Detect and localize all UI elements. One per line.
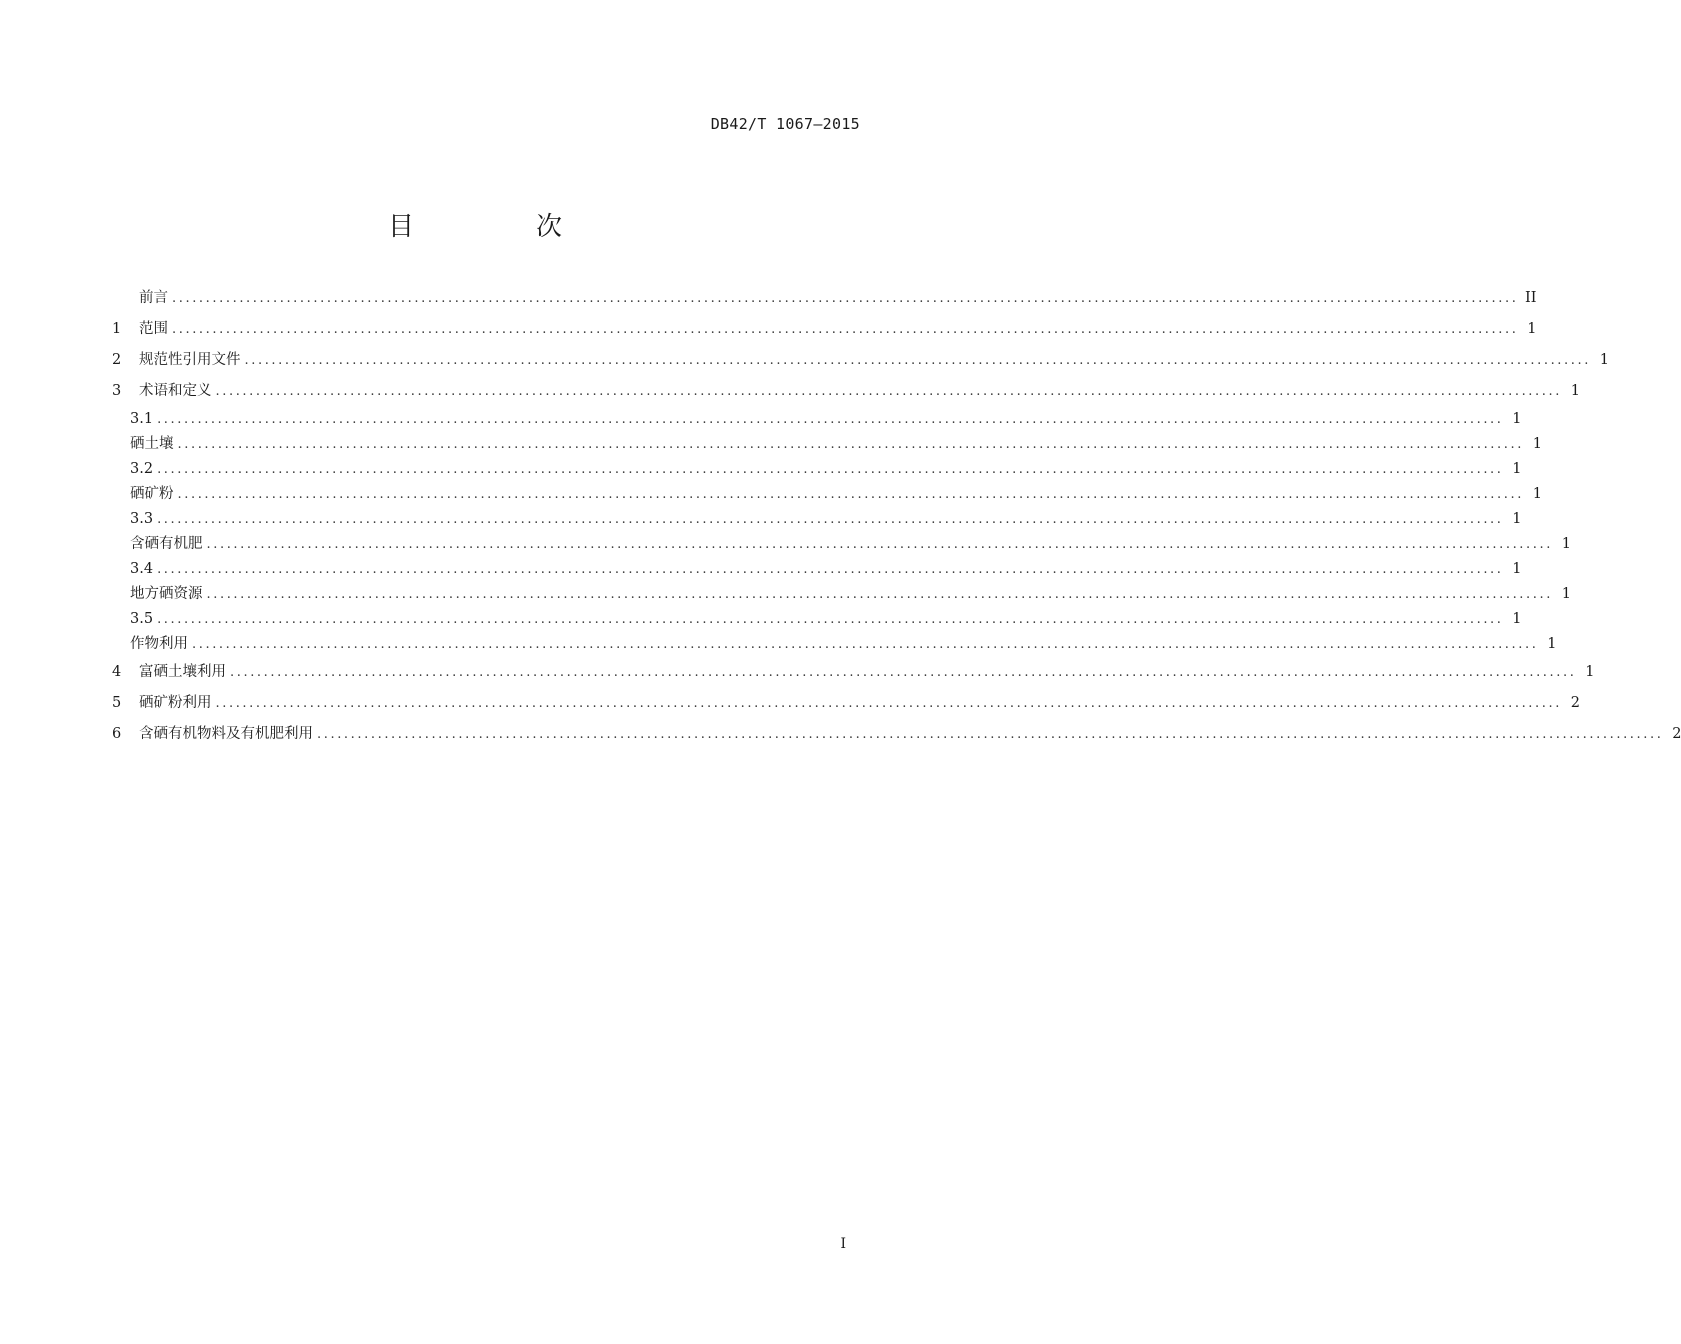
toc-entry-title: 硒矿粉 [130,486,174,502]
toc-entry-number: 5 [112,695,122,711]
toc-leader-dots: ........................................................................................................................................................................................................ [157,462,1504,477]
toc-entry-title: 作物利用 [130,636,188,652]
toc-entry-title: 前言 [139,290,168,306]
toc-leader-dots: ........................................................................................................................................................................................................ [230,665,1577,680]
table-of-contents [112,283,1681,750]
toc-entry[interactable] [112,632,1557,657]
toc-entry-title: 富硒土壤利用 [139,664,226,680]
toc-entry-page: 1 [1561,586,1571,602]
toc-leader-dots: ........................................................................................................................................................................................................ [206,537,1553,552]
toc-leader-dots: ........................................................................................................................................................................................................ [157,412,1504,427]
toc-entry[interactable] [112,582,1571,607]
toc-entry-title: 3.4 [130,561,154,577]
toc-leader-dots: ........................................................................................................................................................................................................ [206,587,1553,602]
toc-entry[interactable] [112,657,1595,688]
toc-entry-page: 1 [1512,411,1522,427]
toc-leader-dots: ........................................................................................................................................................................................................ [177,487,1524,502]
toc-entry[interactable] [112,314,1537,345]
toc-leader-dots: ........................................................................................................................................................................................................ [244,353,1591,368]
toc-entry-page: 2 [1570,695,1580,711]
toc-entry-page: 1 [1599,352,1609,368]
toc-leader-dots: ........................................................................................................................................................................................................ [157,512,1504,527]
toc-entry-page: 1 [1532,436,1542,452]
toc-entry[interactable] [112,688,1580,719]
toc-entry-page: 1 [1512,511,1522,527]
toc-entry-page: 1 [1512,461,1522,477]
toc-entry[interactable] [112,507,1522,532]
toc-entry-title: 硒矿粉利用 [139,695,212,711]
toc-entry[interactable] [112,557,1522,582]
toc-entry[interactable] [112,345,1609,376]
toc-entry-title: 术语和定义 [139,383,212,399]
toc-entry-page: 1 [1532,486,1542,502]
toc-entry[interactable] [112,482,1542,507]
toc-entry-number: 4 [112,664,122,680]
toc-entry-number: 2 [112,352,122,368]
document-code: DB42/T 1067—2015 [710,115,860,133]
toc-leader-dots: ........................................................................................................................................................................................................ [215,384,1562,399]
toc-entry[interactable] [112,607,1522,632]
toc-entry-page: 1 [1585,664,1595,680]
toc-entry-title: 硒土壤 [130,436,174,452]
toc-leader-dots: ........................................................................................................................................................................................................ [192,637,1539,652]
toc-entry[interactable] [112,719,1681,750]
toc-entry[interactable] [112,407,1522,432]
toc-entry-title: 含硒有机肥 [130,536,203,552]
toc-entry-page: 1 [1570,383,1580,399]
toc-entry-title: 地方硒资源 [130,586,203,602]
toc-leader-dots: ........................................................................................................................................................................................................ [177,437,1524,452]
toc-entry-number: 1 [112,321,122,337]
toc-entry-title: 范围 [139,321,168,337]
toc-leader-dots: ........................................................................................................................................................................................................ [317,727,1664,742]
toc-entry-page: 1 [1512,611,1522,627]
toc-entry-number: 3 [112,383,122,399]
toc-entry-number: 6 [112,726,122,742]
page-title: 目 次 [387,212,610,242]
toc-entry-page: 1 [1561,536,1571,552]
toc-leader-dots: ........................................................................................................................................................................................................ [157,612,1504,627]
toc-entry-page: 1 [1512,561,1522,577]
toc-entry-title: 3.5 [130,611,154,627]
toc-leader-dots: ........................................................................................................................................................................................................ [172,322,1519,337]
toc-entry-page: 2 [1672,726,1681,742]
toc-entry-title: 3.1 [130,411,154,427]
toc-leader-dots: ........................................................................................................................................................................................................ [215,696,1562,711]
page-number: I [840,1236,846,1252]
toc-entry-page: 1 [1527,321,1537,337]
toc-entry[interactable] [112,283,1537,314]
toc-entry-title: 含硒有机物料及有机肥利用 [139,726,313,742]
toc-entry-title: 3.3 [130,511,154,527]
toc-entry[interactable] [112,532,1571,557]
toc-entry-title: 规范性引用文件 [139,352,241,368]
toc-entry-title: 3.2 [130,461,154,477]
toc-entry[interactable] [112,376,1580,407]
toc-leader-dots: ........................................................................................................................................................................................................ [157,562,1504,577]
toc-entry[interactable] [112,432,1542,457]
toc-leader-dots: ........................................................................................................................................................................................................ [172,291,1519,306]
toc-entry-page: II [1525,290,1537,306]
toc-entry[interactable] [112,457,1522,482]
toc-entry-page: 1 [1547,636,1557,652]
